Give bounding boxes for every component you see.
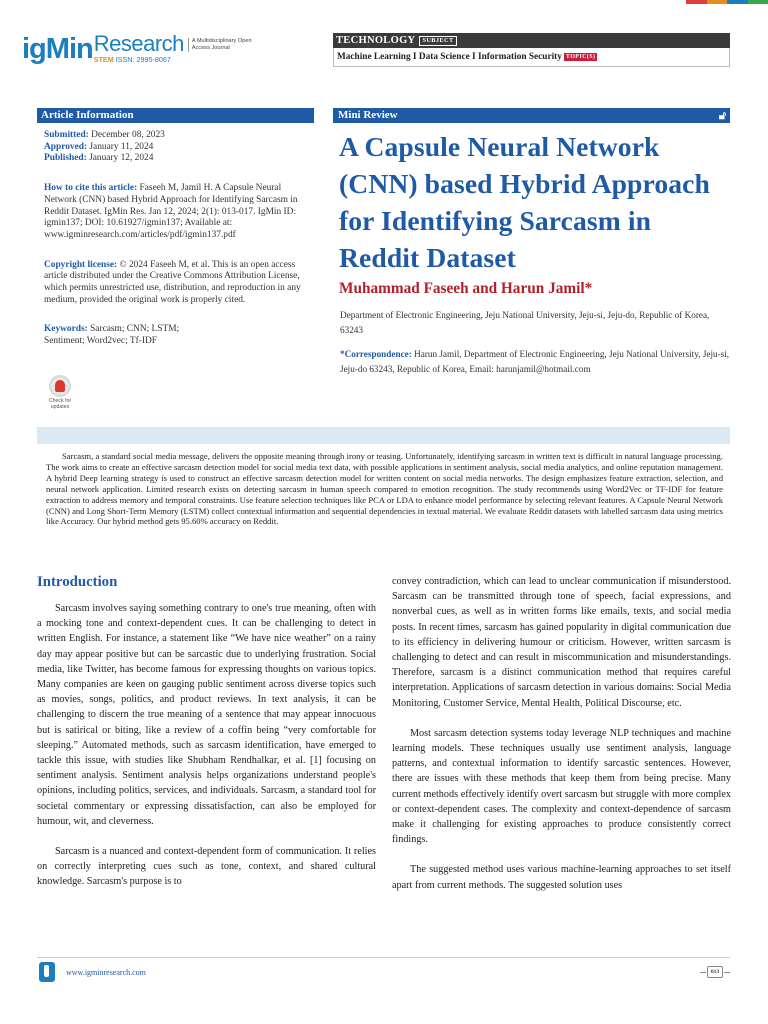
igmin-logo[interactable] (22, 33, 254, 67)
brand-color-stripe (686, 0, 768, 4)
article-info-panel (37, 108, 314, 410)
logo-issn-number: ISSN: 2995-8067 (115, 55, 171, 64)
body-paragraph: The suggested method uses various machine-learning approaches to set itself apart from current methods. The suggested solution uses (392, 864, 731, 891)
stripe-green (748, 0, 768, 4)
article-header (333, 108, 730, 377)
article-type-bar (333, 108, 730, 123)
published-row (44, 153, 314, 165)
logo-tagline: A Multidisciplinary Open Access Journal (188, 38, 254, 52)
cite-label: How to cite this article: (44, 183, 138, 194)
copyright-license (37, 260, 314, 307)
article-dates (37, 130, 314, 165)
check-updates-text: Check for updates (48, 398, 72, 410)
keywords (37, 324, 314, 347)
approved-row (44, 142, 314, 154)
introduction-heading: Introduction (37, 574, 118, 590)
authors: Muhammad Faseeh and Harun Jamil* (339, 280, 593, 297)
keywords-text: Sarcasm; CNN; LSTM; Sentiment; Word2vec; Tf-IDF (44, 324, 180, 347)
logo-ig: ig (22, 33, 46, 65)
article-title: A Capsule Neural Network (CNN) based Hybrid Approach for Identifying Sarcasm in Reddit Dataset (339, 131, 710, 273)
license-text: © 2024 Faseeh M, et al. This is an open access article distributed under the Creative Commons Attribution License, which permits unrestricted use, distribution, and reproduction in any medium, provided the original work is properly cited. (44, 259, 301, 305)
article-info-heading: Article Information (37, 108, 314, 123)
page-line-right (724, 972, 730, 973)
stripe-red (686, 0, 707, 4)
page-line-left (700, 972, 706, 973)
approved-date: January 11, 2024 (89, 141, 154, 152)
abstract-header-bar (37, 427, 730, 444)
logo-stem: STEM (93, 55, 114, 64)
footer-icon-shape (39, 962, 55, 982)
body-paragraph: Sarcasm is a nuanced and context-dependent form of communication. It relies on correctly interpreting cues such as tone, context, and shared cultural knowledge. Sarcasm's purpose is to (37, 846, 376, 888)
submitted-label: Submitted: (44, 130, 89, 140)
page-number-badge (700, 962, 730, 982)
keywords-label: Keywords: (44, 324, 88, 335)
stripe-blue (727, 0, 748, 4)
abstract: Sarcasm, a standard social media message, delivers the opposite meaning through irony or teasing. Unfortunately, identifying sarcasm in written text is difficult in natural language processing. The work aims to create an effective sarcasm detection model for social media text data, with possible applications in sentiment analysis, social media analytics, and online reputation management. A hybrid Deep learning strategy is used to construct an effective sarcasm detection model for written content on social media networks. The design emphasizes feature extraction, selection, and neural network application. Limited research exists on detecting sarcasm in human speech compared to emotion recognition. The study recommends using Word2Vec or TF-IDF for feature extraction to address memory and temporal constraints. Use feature selection techniques like PCA or LDA to enhance model performance by selecting relevant features. A Capsule Neural Network (CNN) and Long Short-Term Memory (LSTM) collect contextual information and sequential dependencies in textual material. We evaluate Reddit datasets with labelled sarcasm data using metrics like Accuracy. Our hybrid method gets 95.60% accuracy on Reddit. (46, 451, 723, 527)
igmin-footer-icon (37, 961, 57, 983)
subject-tag: SUBJECT (419, 36, 456, 46)
body-column-right (392, 574, 731, 893)
published-label: Published: (44, 153, 87, 164)
page-number: 013 (707, 966, 723, 978)
citation (37, 183, 314, 242)
footer-divider (37, 957, 730, 958)
published-date: January 12, 2024 (89, 153, 154, 164)
body-paragraph: Most sarcasm detection systems today leverage NLP techniques and machine learning models. These techniques usually use sentiment analysis, language patterns, and contextual information to identify sarcastic sentences. However, there are issues with these methods that keep them from being precise. Many current methods effectively identify overt sarcasm but struggle with more complex or context-dependent cases. The complexity and context-dependence of sarcasm make it challenging for existing approaches to produce consistently correct findings. (392, 727, 731, 846)
logo-right (94, 33, 184, 64)
license-label: Copyright license: (44, 259, 118, 270)
logo-research: Research (93, 31, 184, 56)
subject-bar (333, 33, 730, 48)
body-column-left (37, 574, 376, 890)
topics-tag: TOPIC(S) (565, 54, 596, 60)
body-paragraph: Sarcasm involves saying something contrary to one's true meaning, often with a mocking tone and context-dependent cues. It can be challenging to detect in written English. For instance, a statement like “We have nice weather” on a rainy day may appear positive but can be sarcastic due to underlying frustration. Social media, like Twitter, has become famous for expressing thoughts on various topics. Many companies are keen on gauging public sentiment across diverse topics such as movies, songs, politics, and product reviews. In text analysis, it can be challenging to discern the true meaning of a sentence that may appear innocuous but is satirical or biting, like a review of a coffin being “very comfortable for sleeping.” Automated methods, such as sarcasm identification, have emerged to tackle this issue, with studies like Shubham Rendhalkar, et al. [1] focusing on sentiment analysis. Sentiment analysis helps organizations understand people's opinions, including politics, services, and individuals. Sarcasm, a standard tool for societal commentary or expressing dissatisfaction, can also be employed for humour, wit, and cleverness. (37, 603, 376, 827)
check-for-updates-badge[interactable] (45, 375, 75, 410)
cite-text[interactable]: Faseeh M, Jamil H. A Capsule Neural Network (CNN) based Hybrid Approach for Identifying Sarcasm in Reddit Dataset. IgMin Res. Jan 12, 2024; 2(1): 013-017. IgMin ID: igmin137; DOI: 10.61927/igmin137; Available at: www.igminresearch.com/articles/pdf/igmin137.pdf (44, 183, 298, 240)
logo-issn (94, 55, 184, 64)
body-paragraph: convey contradiction, which can lead to unclear communication if misunderstood. Sarcasm can be transmitted through tone of speech, facial expressions, and nonverbal cues, as well as in written forms like emails, texts, and social media posts. In recent times, sarcasm has gained popularity in digital communication due to its efficiency in delivering humour or criticism. However, written sarcasm is challenging to detect and can result in miscommunication and misunderstandings. Therefore, sarcasm is a distinct communication method that requires careful interpretation. Applications of sarcasm detection in various domains: Social Media Monitoring, Customer Service, Mental Health, Political Discourse, etc. (392, 576, 731, 709)
logo-min: Min (45, 33, 93, 65)
article-type: Mini Review (338, 109, 398, 121)
subject-box (333, 33, 730, 67)
correspondence (340, 347, 730, 376)
affiliation: Department of Electronic Engineering, Jeju National University, Jeju-si, Jeju-do, Republic of Korea, 63243 (340, 310, 710, 335)
check-updates-icon (49, 375, 71, 397)
subject-topics (333, 48, 730, 67)
topics-text: Machine Learning I Data Science I Information Security (337, 52, 562, 62)
submitted-date: December 08, 2023 (91, 130, 165, 140)
correspondence-label: *Correspondence: (340, 349, 412, 360)
correspondence-text: Harun Jamil, Department of Electronic Engineering, Jeju National University, Jeju-si, Jeju-do 63243, Republic of Korea, Email: harunjamil@hotmail.com (340, 349, 730, 375)
stripe-orange (707, 0, 728, 4)
subject-title: TECHNOLOGY (336, 35, 416, 46)
open-access-icon: 🔓︎ (718, 109, 726, 122)
submitted-row (44, 130, 314, 142)
footer-website-link[interactable]: www.igminresearch.com (66, 968, 146, 977)
approved-label: Approved: (44, 141, 88, 152)
